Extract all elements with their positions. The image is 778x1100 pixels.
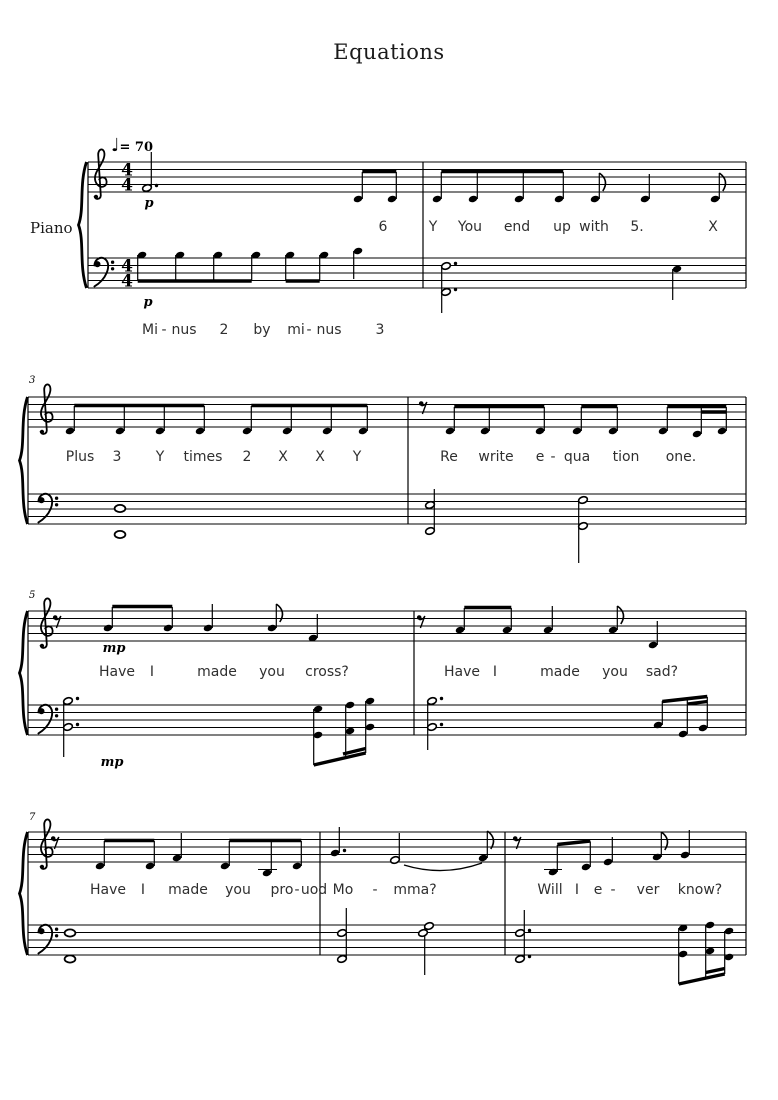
note-head [640,195,650,204]
augmentation-dot [454,262,457,265]
note-head [678,950,688,959]
brace-icon [20,832,28,955]
dynamic-marking: p [144,196,154,211]
whole-note-head [115,531,126,538]
whole-note-head [65,929,76,936]
treble-clef-icon [40,865,44,869]
note-head [424,922,434,931]
note-head [653,721,663,730]
lyric-syllable: mi [287,322,305,338]
lyric-syllable: you [259,664,285,680]
lyric-syllable: - [372,882,378,898]
note-head [515,929,525,938]
lyric-syllable: - [550,449,556,465]
note-head [648,641,658,650]
note-head [535,427,545,436]
dynamic-marking: mp [100,755,124,770]
lyric-syllable: Mo [332,882,354,898]
lyric-syllable: mma? [393,882,437,898]
whole-note-head [65,955,76,962]
lyric-syllable: nus [316,322,342,338]
system-3 [20,590,747,770]
augmentation-dot [155,184,158,187]
lyric-syllable: sad? [645,664,679,680]
note-head [330,849,340,858]
note-head [427,697,437,706]
lyric-syllable: 2 [242,449,252,465]
lyric-syllable: I [492,664,498,680]
note-head [345,701,355,710]
time-signature: 4 [121,256,133,277]
bass-clef-icon [55,934,58,937]
eighth-flag [719,173,725,191]
lyric-syllable: times [183,449,223,465]
note-head [603,858,613,867]
note-head [698,724,708,733]
lyric-syllable: ver [636,882,660,898]
note-head [572,427,582,436]
note-head [578,522,588,531]
bass-clef-icon [55,708,58,711]
beam [687,702,707,705]
brace-icon [20,397,28,524]
augmentation-dot [454,288,457,291]
lyric-syllable: I [574,882,580,898]
lyric-syllable: up [553,219,571,235]
note-head [282,427,292,436]
measure-number: 7 [29,812,36,823]
note-head [427,723,437,732]
eighth-flag [617,606,623,624]
lyric-syllable: Y [352,449,362,465]
note-head [387,195,397,204]
beam [314,753,366,765]
beam [557,841,590,845]
whole-note-head [115,505,126,512]
quarter-note-icon: ♩ [111,135,120,156]
lyric-syllable: - [161,322,167,338]
note-head [724,927,734,936]
lyric-syllable: Re [440,449,458,465]
lyric-syllable: cross? [305,664,349,680]
lyric-syllable: with [579,219,609,235]
eighth-flag [599,173,605,191]
lyric-syllable: I [140,882,146,898]
note-head [313,731,323,740]
note-head [418,929,428,938]
note-head [337,955,347,964]
lyric-syllable: Y [428,219,438,235]
bass-clef-icon [55,714,58,717]
note-head [242,427,252,436]
time-signature: 4 [121,271,133,292]
bass-clef-icon [111,261,114,264]
lyric-syllable: 3 [375,322,385,338]
note-head [678,730,688,739]
treble-clef-icon [40,430,44,434]
augmentation-dot [440,723,443,726]
lyric-syllable: Have [98,664,136,680]
brace-icon [79,162,87,288]
lyric-syllable: Have [443,664,481,680]
note-head [441,288,451,297]
augmentation-dot [528,929,531,932]
lyric-syllable: end [503,219,531,235]
note-head [590,195,600,204]
note-head [163,624,173,633]
bass-clef-icon [55,497,58,500]
note-head [468,195,478,204]
note-head [63,723,73,732]
note-head [390,856,400,865]
note-head [358,427,368,436]
treble-clef-icon [40,644,44,648]
treble-clef-icon [94,195,98,199]
lyric-syllable: qua [563,449,591,465]
note-head [480,427,490,436]
lyric-syllable: Plus [65,449,95,465]
lyric-syllable: made [540,664,580,680]
note-head [608,427,618,436]
note-head [578,496,588,505]
lyric-syllable: nus [171,322,197,338]
note-head [652,853,662,862]
note-head [581,863,591,872]
lyric-syllable: one. [665,449,697,465]
lyric-syllable: 3 [112,449,122,465]
dynamic-marking: p [143,295,153,310]
note-head [292,862,302,871]
lyric-syllable: by [253,322,271,338]
lyric-syllable: - [294,882,300,898]
note-head [717,427,727,436]
note-head [425,527,435,536]
note-head [337,929,347,938]
lyric-syllable: 5. [630,219,644,235]
system-2 [20,375,747,563]
note-head [353,247,363,256]
note-head [441,262,451,271]
tempo-text: = 70 [119,140,154,155]
lyric-syllable: know? [677,882,723,898]
bass-clef-icon [111,267,114,270]
note-head [514,195,524,204]
lyric-syllable: - [610,882,616,898]
lyric-syllable: Mi [142,322,158,338]
time-signature: 4 [121,160,133,181]
lyric-syllable: Will [537,882,563,898]
note-head [365,723,375,732]
bass-clef-icon [55,503,58,506]
lyric-syllable: pro [270,882,294,898]
lyric-syllable: you [602,664,628,680]
lyric-syllable: You [457,219,483,235]
augmentation-dot [76,723,79,726]
note-head [724,953,734,962]
brace-icon [20,611,28,735]
note-head [145,862,155,871]
instrument-label: Piano [30,219,73,237]
note-head [322,427,332,436]
lyric-syllable: tion [612,449,640,465]
tie [404,863,482,871]
piece-title: Equations [333,40,445,64]
lyric-syllable: - [306,322,312,338]
augmentation-dot [440,697,443,700]
lyric-syllable: Have [89,882,127,898]
lyric-syllable: e [535,449,545,465]
note-head [203,624,213,633]
lyric-syllable: X [708,219,718,235]
lyric-syllable: made [197,664,237,680]
note-head [554,195,564,204]
note-head [267,624,277,633]
note-head [353,195,363,204]
note-head [658,427,668,436]
lyric-syllable: 6 [378,219,388,235]
note-head [103,624,113,633]
note-head [710,195,720,204]
lyric-syllable: X [278,449,288,465]
measure-number: 3 [29,375,36,386]
augmentation-dot [76,697,79,700]
note-head [220,862,230,871]
note-head [432,195,442,204]
beam [679,974,725,984]
note-head [705,921,715,930]
note-head [692,430,702,439]
note-head [155,427,165,436]
augmentation-dot [343,849,346,852]
lyric-syllable: uod [300,882,328,898]
lyric-syllable: X [315,449,325,465]
lyric-syllable: Y [155,449,165,465]
note-head [63,697,73,706]
lyric-syllable: you [225,882,251,898]
augmentation-dot [528,955,531,958]
note-head [365,697,375,706]
lyric-syllable: e [593,882,603,898]
note-head [515,955,525,964]
note-head [115,427,125,436]
note-head [65,427,75,436]
system-4 [20,812,747,984]
measure-number: 5 [29,590,36,601]
time-signature: 4 [121,175,133,196]
note-head [195,427,205,436]
lyric-syllable: write [478,449,514,465]
lyric-syllable: 2 [219,322,229,338]
note-head [445,427,455,436]
eighth-flag [276,604,282,622]
system-1 [79,149,747,338]
lyric-syllable: made [168,882,208,898]
note-head [680,851,690,860]
note-head [95,862,105,871]
beam [706,969,725,973]
lyric-syllable: I [149,664,155,680]
dynamic-marking: mp [102,641,126,656]
bass-clef-icon [55,928,58,931]
